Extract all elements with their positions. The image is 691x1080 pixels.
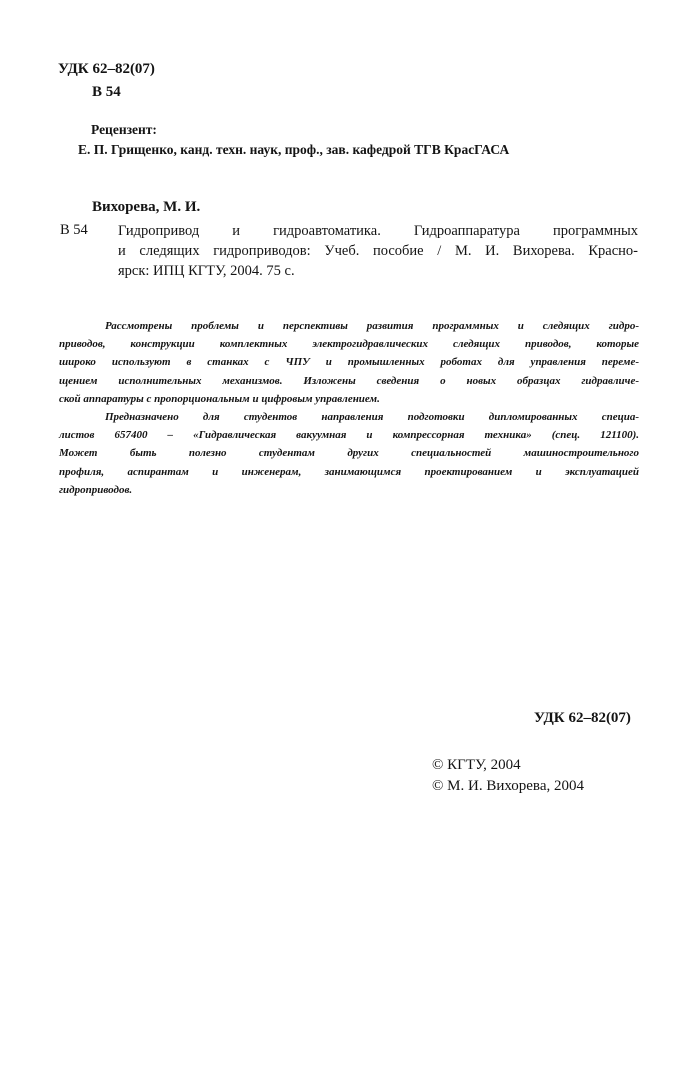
copyright-organization: © КГТУ, 2004 [432,757,521,773]
abstract-line: профиля, аспирантам и инженерам, занимающимся проектированием и эксплуатацией [59,465,639,478]
udc-code-bottom: УДК 62–82(07) [534,710,631,726]
copyright-author: © М. И. Вихорева, 2004 [432,778,584,794]
abstract-line: Может быть полезно студентам других специальностей машиностроительного [59,447,639,460]
abstract-line: Предназначено для студентов направления подготовки дипломированных специа- [105,411,639,424]
abstract-line: Рассмотрены проблемы и перспективы развития программных и следящих гидро- [105,320,639,332]
abstract-line: гидроприводов. [59,483,133,496]
abstract-line: листов 657400 – «Гидравлическая вакуумная и компрессорная техника» (спец. 121100). [59,429,639,442]
author-name: Вихорева, М. И. [92,199,201,215]
abstract [59,317,639,499]
description-line: Гидропривод и гидроавтоматика. Гидроаппаратура программных [118,223,638,239]
reviewer-text: Е. П. Грищенко, канд. техн. наук, проф., зав. кафедрой ТГВ КрасГАСА [78,142,510,157]
bibliographic-description [118,221,638,281]
udc-code-top: УДК 62–82(07) [58,61,155,77]
reviewer-label: Рецензент: [91,122,157,137]
abstract-line: щением исполнительных механизмов. Изложены сведения о новых образцах гидравличе- [59,374,639,387]
abstract-line: приводов, конструкции комплектных электрогидравлических следящих приводов, которые [59,338,639,351]
abstract-line: ской аппаратуры с пропорциональным и цифровым управлением. [59,392,380,405]
catalog-code: В 54 [60,222,88,238]
bbk-code-top: В 54 [92,84,121,100]
description-line: ярск: ИПЦ КГТУ, 2004. 75 с. [118,263,295,279]
abstract-line: широко используют в станках с ЧПУ и промышленных роботах для управления переме- [59,356,639,369]
description-line: и следящих гидроприводов: Учеб. пособие / М. И. Вихорева. Красно- [118,243,638,259]
